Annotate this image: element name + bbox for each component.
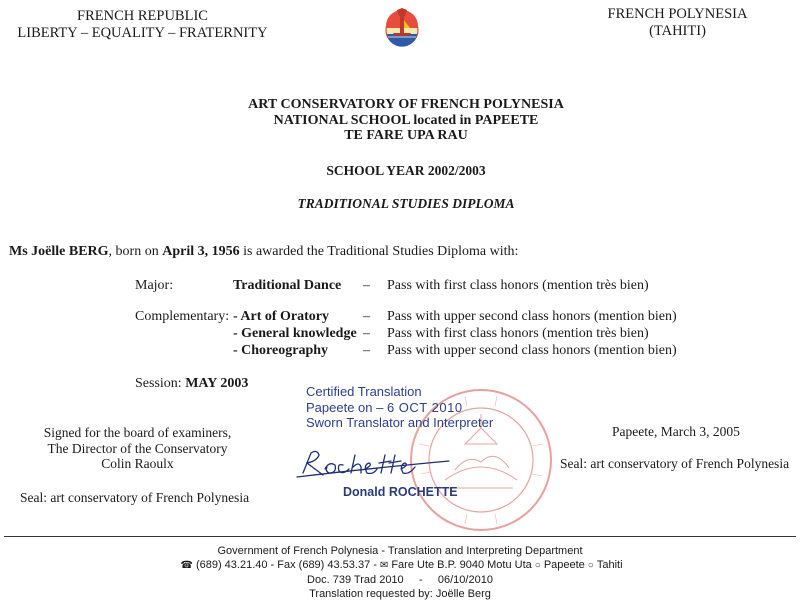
title-te-fare-upa-rau: TE FARE UPA RAU (344, 128, 468, 143)
major-result: Pass with first class honors (mention très bien) (387, 278, 649, 293)
bullet-icon: ○ (534, 560, 541, 571)
footer-address: Fare Ute B.P. 9040 Motu Uta (391, 559, 532, 571)
seal-left: Seal: art conservatory of French Polynesia (20, 490, 250, 505)
signed-line: Signed for the board of examiners, (43, 425, 232, 440)
footer-requested-by: Translation requested by: Joëlle Berg (309, 588, 491, 600)
title-conservatory: ART CONSERVATORY OF FRENCH POLYNESIA (248, 97, 564, 112)
certified-date-line (306, 400, 536, 416)
footer (100, 544, 700, 601)
complementary-row-3 (0, 343, 800, 361)
major-subject: Traditional Dance (233, 278, 342, 293)
complementary-dash: – (363, 343, 370, 358)
translator-name: Donald ROCHETTE (343, 485, 458, 499)
certified-translation-label: Certified Translation (306, 384, 422, 399)
born-text: , born on (108, 244, 163, 259)
complementary-dash: – (363, 326, 370, 341)
certified-place: Papeete on – (306, 399, 387, 415)
header-republic: FRENCH REPUBLIC (77, 8, 208, 24)
complementary-result: Pass with upper second class honors (mention bien) (387, 343, 677, 358)
footer-contact (100, 558, 700, 573)
complementary-row-1 (0, 309, 800, 327)
complementary-subject: - Art of Oratory (233, 309, 330, 324)
footer-divider (4, 536, 796, 537)
header-left (10, 8, 275, 42)
envelope-icon: ✉ (379, 560, 389, 571)
director-line: The Director of the Conservatory (47, 440, 228, 456)
seal-right: Seal: art conservatory of French Polynesia (560, 456, 790, 471)
footer-phone: (689) 43.21.40 - Fax (689) 43.53.37 - (195, 559, 377, 571)
major-dash: – (363, 278, 370, 293)
header-tahiti: (TAHITI) (649, 23, 706, 39)
diploma-title: TRADITIONAL STUDIES DIPLOMA (297, 196, 515, 211)
footer-department: Government of French Polynesia - Translation and Interpreting Department (217, 545, 583, 557)
telephone-icon: ☎ (180, 560, 193, 571)
footer-city: Papeete (543, 559, 585, 571)
certified-date: 6 OCT 2010 (386, 399, 463, 415)
header-polynesia: FRENCH POLYNESIA (607, 6, 748, 22)
footer-doc-ref: Doc. 739 Trad 2010 - 06/10/2010 (307, 574, 493, 586)
school-year: SCHOOL YEAR 2002/2003 (326, 163, 486, 178)
complementary-result: Pass with upper second class honors (mention bien) (387, 309, 677, 324)
director-name: Colin Raoulx (101, 456, 174, 471)
complementary-row-2 (0, 326, 800, 344)
birth-date: April 3, 1956 (162, 244, 240, 259)
award-statement (9, 244, 789, 260)
footer-region: Tahiti (596, 559, 623, 571)
translator-signature (293, 443, 453, 487)
complementary-subject: - Choreography (233, 343, 329, 358)
title-national-school: NATIONAL SCHOOL located in PAPEETE (273, 112, 539, 128)
session (135, 376, 248, 392)
certification-block (306, 384, 536, 431)
complementary-label: Complementary: (135, 309, 230, 324)
board-signature-block (20, 425, 255, 472)
recipient-name: Ms Joëlle BERG (9, 244, 109, 259)
complementary-dash: – (363, 309, 370, 324)
major-row (0, 278, 800, 296)
header-motto: LIBERTY – EQUALITY – FRATERNITY (17, 25, 268, 41)
complementary-result: Pass with first class honors (mention très bien) (387, 326, 649, 341)
session-label: Session: (135, 376, 186, 391)
session-value: MAY 2003 (185, 376, 249, 391)
institution-title (150, 97, 662, 144)
sworn-translator-label: Sworn Translator and Interpreter (306, 415, 494, 430)
french-polynesia-emblem-icon (384, 6, 420, 50)
complementary-subject: - General knowledge (233, 326, 357, 341)
bullet-icon: ○ (587, 560, 594, 571)
place-date: Papeete, March 3, 2005 (612, 424, 740, 439)
major-label: Major: (135, 278, 174, 293)
header-right (580, 6, 775, 40)
award-text: is awarded the Traditional Studies Diploma with: (239, 244, 519, 259)
